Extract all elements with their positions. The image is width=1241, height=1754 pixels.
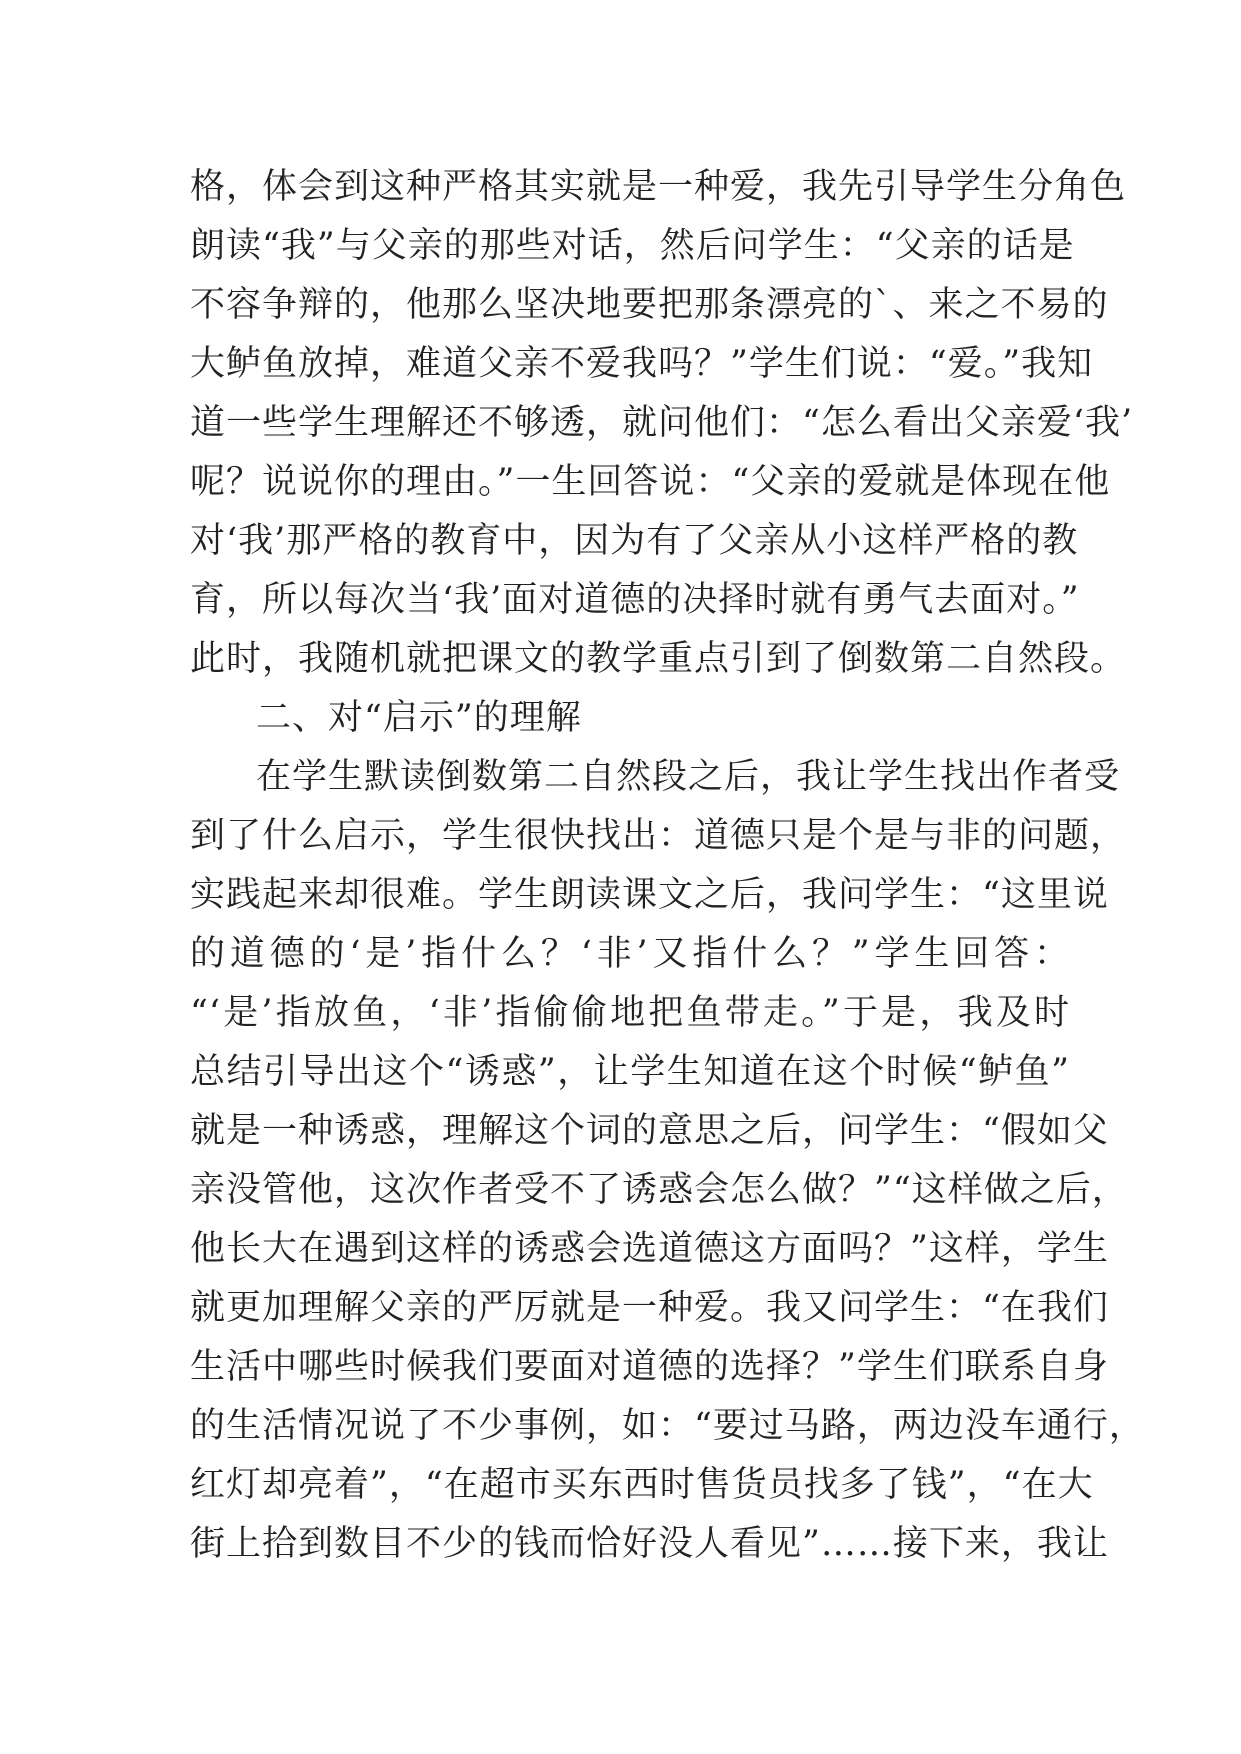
text-line: 不容争辩的，他那么坚决地要把那条漂亮的`、来之不易的 [190, 285, 1109, 325]
text-line: 生活中哪些时候我们要面对道德的选择？”学生们联系自身 [190, 1347, 1109, 1387]
section-heading: 二、对“启示”的理解 [256, 698, 582, 738]
text-line: 道一些学生理解还不够透，就问他们：“怎么看出父亲爱‘我’ [190, 403, 1134, 443]
text-line: 就是一种诱惑，理解这个词的意思之后，问学生：“假如父 [190, 1111, 1109, 1151]
text-line: 朗读“我”与父亲的那些对话，然后问学生：“父亲的话是 [190, 226, 1075, 266]
text-line: 实践起来却很难。学生朗读课文之后，我问学生：“这里说 [190, 875, 1109, 915]
text-line: 亲没管他，这次作者受不了诱惑会怎么做？”“这样做之后， [190, 1170, 1128, 1210]
text-line: “‘是’指放鱼，‘非’指偷偷地把鱼带走。”于是，我及时 [190, 993, 1070, 1033]
text-line: 就更加理解父亲的严厉就是一种爱。我又问学生：“在我们 [190, 1288, 1109, 1328]
text-line: 街上拾到数目不少的钱而恰好没人看见”……接下来，我让 [190, 1524, 1109, 1564]
text-line: 到了什么启示，学生很快找出：道德只是个是与非的问题， [190, 816, 1127, 856]
text-line: 此时，我随机就把课文的教学重点引到了倒数第二自然段。 [190, 639, 1127, 679]
text-line: 对‘我’那严格的教育中，因为有了父亲从小这样严格的教 [190, 521, 1079, 561]
body-text [190, 158, 1145, 1574]
text-line: 的道德的‘是’指什么？‘非’又指什么？”学生回答： [190, 934, 1070, 974]
text-line: 格，体会到这种严格其实就是一种爱，我先引导学生分角色 [190, 167, 1127, 207]
text-line: 总结引导出这个“诱惑”，让学生知道在这个时候“鲈鱼” [190, 1052, 1070, 1092]
text-line: 呢？说说你的理由。”一生回答说：“父亲的爱就是体现在他 [190, 462, 1111, 502]
text-line: 在学生默读倒数第二自然段之后，我让学生找出作者受 [256, 757, 1121, 797]
text-line: 的生活情况说了不少事例，如：“要过马路，两边没车通行， [190, 1406, 1145, 1446]
text-line: 红灯却亮着”，“在超市买东西时售货员找多了钱”，“在大 [190, 1465, 1094, 1505]
text-line: 他长大在遇到这样的诱惑会选道德这方面吗？”这样，学生 [190, 1229, 1109, 1269]
text-line: 大鲈鱼放掉，难道父亲不爱我吗？”学生们说：“爱。”我知 [190, 344, 1094, 384]
text-line: 育，所以每次当‘我’面对道德的决择时就有勇气去面对。” [190, 580, 1080, 620]
